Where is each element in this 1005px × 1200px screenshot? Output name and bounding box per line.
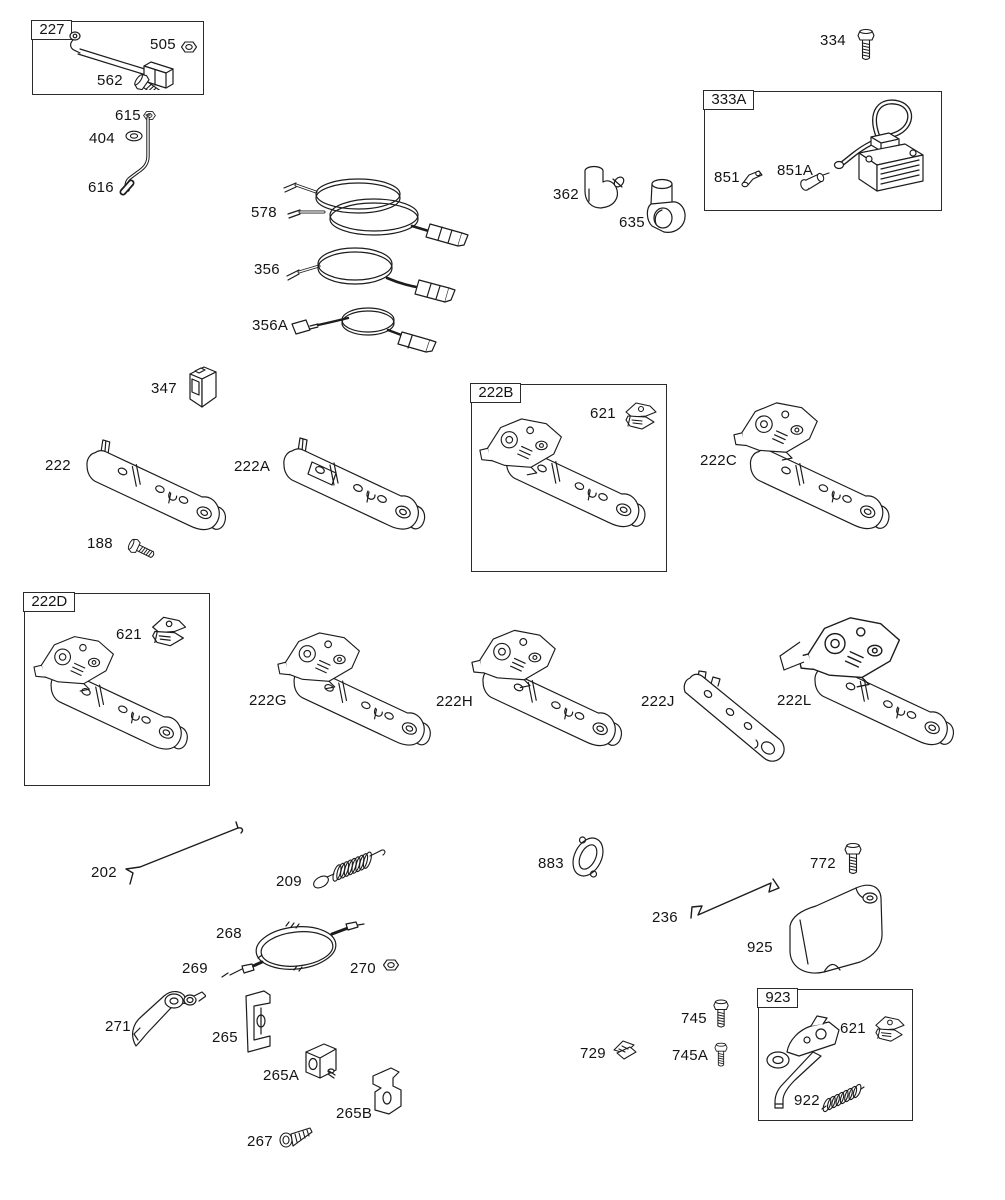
cable-356A-drawing	[288, 298, 443, 354]
part-label-729: 729	[580, 1045, 606, 1062]
part-label-851: 851	[714, 169, 740, 186]
block-265A-drawing	[298, 1040, 342, 1082]
group-label-227: 227	[31, 20, 72, 40]
part-label-362: 362	[553, 186, 579, 203]
clip-621-222B-drawing	[620, 400, 660, 436]
cable-578-drawing	[280, 170, 470, 248]
part-label-268: 268	[216, 925, 242, 942]
part-label-621-923: 621	[840, 1020, 866, 1037]
lever-271-drawing	[126, 984, 206, 1052]
part-label-271: 271	[105, 1018, 131, 1035]
bracket-assembly-222G-drawing	[272, 628, 444, 774]
bracket-222A-drawing	[272, 435, 434, 559]
part-label-925: 925	[747, 939, 773, 956]
part-label-222H: 222H	[436, 693, 474, 710]
part-label-222L: 222L	[777, 692, 812, 709]
clip-729-drawing	[610, 1036, 640, 1062]
part-label-621-222B: 621	[590, 405, 616, 422]
boot-635-drawing	[642, 176, 690, 234]
spring-209-drawing	[310, 842, 388, 892]
part-label-883: 883	[538, 855, 564, 872]
part-label-265B: 265B	[336, 1105, 373, 1122]
screw-267-drawing	[278, 1124, 314, 1150]
boot-362-drawing	[578, 163, 626, 218]
clip-621-923-drawing	[870, 1014, 908, 1044]
nut-505-drawing	[181, 40, 197, 54]
part-label-222J: 222J	[641, 693, 675, 710]
part-label-267: 267	[247, 1133, 273, 1150]
part-label-635: 635	[619, 214, 645, 231]
screw-562-drawing	[122, 56, 168, 90]
part-label-356: 356	[254, 261, 280, 278]
rod-616-drawing	[116, 112, 164, 197]
gasket-883-drawing	[566, 832, 610, 882]
part-label-269: 269	[182, 960, 208, 977]
part-label-578: 578	[251, 204, 277, 221]
group-label-222D: 222D	[23, 592, 75, 612]
part-label-616: 616	[88, 179, 114, 196]
clip-621-222D-drawing	[146, 614, 190, 650]
part-label-615: 615	[115, 107, 141, 124]
part-label-222: 222	[45, 457, 71, 474]
part-label-347: 347	[151, 380, 177, 397]
nut-270-drawing	[383, 958, 399, 972]
group-label-333A: 333A	[703, 90, 754, 110]
part-label-745A: 745A	[672, 1047, 709, 1064]
part-label-270: 270	[350, 960, 376, 977]
part-label-222G: 222G	[249, 692, 287, 709]
bracket-assembly-222D-drawing	[30, 630, 202, 778]
bracket-assembly-222C-drawing	[718, 396, 903, 558]
part-label-356A: 356A	[252, 317, 289, 334]
part-label-772: 772	[810, 855, 836, 872]
part-label-236: 236	[652, 909, 678, 926]
cable-356-drawing	[283, 238, 463, 304]
ignition-armature-333A-drawing	[815, 97, 935, 205]
cover-925-drawing	[778, 876, 890, 978]
part-label-265: 265	[212, 1029, 238, 1046]
screw-745A-drawing	[712, 1042, 730, 1068]
part-label-334: 334	[820, 32, 846, 49]
part-label-621-222D: 621	[116, 626, 142, 643]
part-label-265A: 265A	[263, 1067, 300, 1084]
screw-772-drawing	[843, 842, 863, 878]
part-label-188: 188	[87, 535, 113, 552]
part-label-222A: 222A	[234, 458, 271, 475]
link-236-drawing	[683, 866, 781, 922]
link-202-drawing	[120, 820, 252, 888]
clip-851-drawing	[739, 167, 765, 190]
bolt-188-drawing	[118, 526, 160, 560]
spring-922-drawing	[818, 1080, 866, 1114]
group-label-923: 923	[757, 988, 798, 1008]
bracket-265-drawing	[240, 988, 274, 1058]
part-label-505: 505	[150, 36, 176, 53]
part-label-851A: 851A	[777, 162, 814, 179]
part-label-922: 922	[794, 1092, 820, 1109]
group-label-222B: 222B	[470, 383, 521, 403]
screw-745-drawing	[712, 998, 730, 1030]
part-label-404: 404	[89, 130, 115, 147]
part-label-209: 209	[276, 873, 302, 890]
switch-347-drawing	[183, 363, 221, 411]
part-label-202: 202	[91, 864, 117, 881]
part-label-745: 745	[681, 1010, 707, 1027]
bracket-assembly-222H-drawing	[462, 625, 637, 775]
bolt-334-drawing	[856, 28, 876, 64]
part-label-222C: 222C	[700, 452, 738, 469]
part-label-562: 562	[97, 72, 123, 89]
